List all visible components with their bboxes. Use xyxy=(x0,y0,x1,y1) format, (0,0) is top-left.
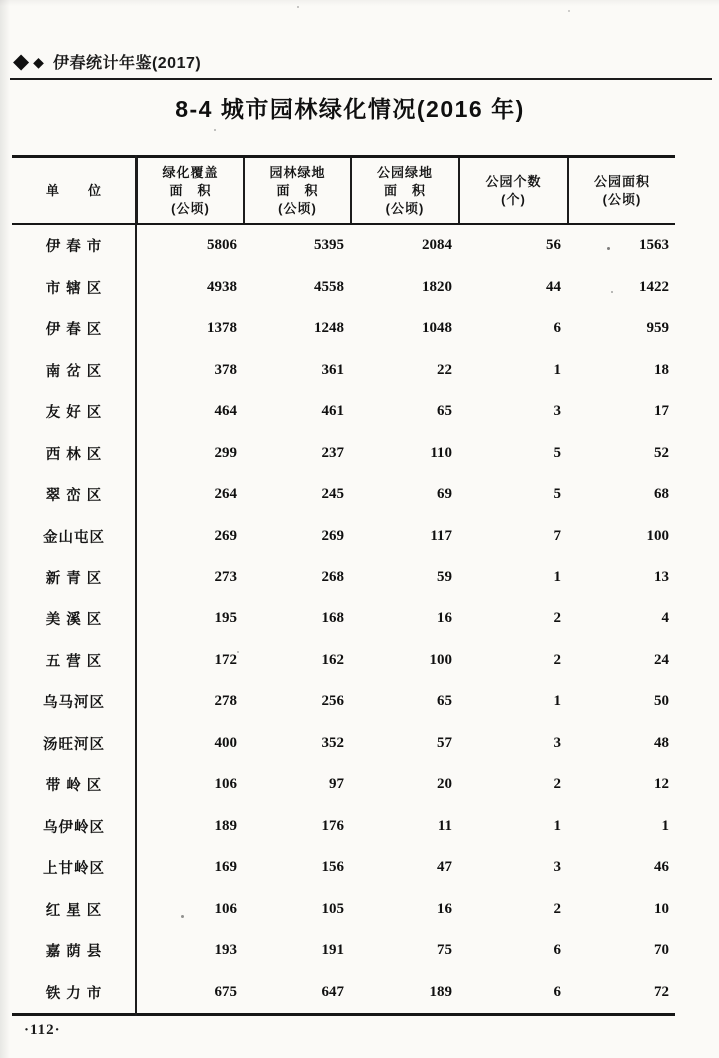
column-header-line: 面 积 xyxy=(383,182,426,198)
value-cell: 264 xyxy=(214,486,237,503)
unit-cell: 新 青 区 xyxy=(45,570,103,587)
scan-speck xyxy=(297,6,299,8)
scan-speck xyxy=(611,291,613,293)
value-cell: 1378 xyxy=(207,320,237,337)
unit-cell: 乌马河区 xyxy=(43,695,105,712)
unit-cell: 市 辖 区 xyxy=(45,280,103,297)
value-cell: 97 xyxy=(329,776,344,793)
unit-cell: 嘉 荫 县 xyxy=(45,944,103,961)
scan-speck xyxy=(214,129,216,131)
table-row xyxy=(12,971,675,1012)
scan-edge-shading xyxy=(0,0,10,1058)
unit-cell: 友 好 区 xyxy=(45,405,103,422)
column-header-unit xyxy=(12,158,136,223)
running-header xyxy=(13,50,201,73)
unit-cell: 伊 春 区 xyxy=(45,322,103,339)
value-cell: 1248 xyxy=(314,320,344,337)
value-cell: 172 xyxy=(214,651,237,668)
unit-cell: 美 溪 区 xyxy=(45,612,103,629)
unit-column-divider xyxy=(135,155,137,1016)
unit-cell: 南 岔 区 xyxy=(45,363,103,380)
value-cell: 24 xyxy=(654,651,669,668)
diamond-icon-small: ◆ xyxy=(33,53,44,70)
value-cell: 68 xyxy=(654,486,669,503)
table-row xyxy=(12,225,675,266)
scan-speck xyxy=(181,915,184,918)
value-cell: 1 xyxy=(553,568,561,585)
column-header-line: (公顷) xyxy=(602,191,642,207)
unit-cell: 铁 力 市 xyxy=(45,985,103,1002)
value-cell: 378 xyxy=(214,361,237,378)
value-cell: 278 xyxy=(214,693,237,710)
value-cell: 2 xyxy=(553,610,561,627)
value-cell: 46 xyxy=(654,859,669,876)
value-cell: 17 xyxy=(654,403,669,420)
value-cell: 273 xyxy=(214,568,237,585)
value-cell: 191 xyxy=(321,942,344,959)
value-cell: 1820 xyxy=(422,278,452,295)
value-cell: 65 xyxy=(437,693,452,710)
value-cell: 6 xyxy=(553,983,561,1000)
value-cell: 245 xyxy=(321,486,344,503)
unit-cell: 金山屯区 xyxy=(43,529,105,546)
table-row xyxy=(12,764,675,805)
value-cell: 1 xyxy=(661,817,669,834)
value-cell: 2 xyxy=(553,776,561,793)
value-cell: 6 xyxy=(553,942,561,959)
table-row xyxy=(12,640,675,681)
column-header-line: 单 位 xyxy=(45,182,102,198)
value-cell: 5 xyxy=(553,444,561,461)
table-row xyxy=(12,432,675,473)
value-cell: 5806 xyxy=(207,237,237,254)
value-cell: 2 xyxy=(553,900,561,917)
scan-edge-shading-top xyxy=(0,0,719,6)
value-cell: 959 xyxy=(646,320,669,337)
value-cell: 1 xyxy=(553,361,561,378)
value-cell: 1 xyxy=(553,693,561,710)
column-header-park-area xyxy=(567,158,675,223)
value-cell: 169 xyxy=(214,859,237,876)
table-row xyxy=(12,723,675,764)
value-cell: 361 xyxy=(321,361,344,378)
table-row xyxy=(12,847,675,888)
value-cell: 72 xyxy=(654,983,669,1000)
column-header-green-coverage xyxy=(136,158,243,223)
table-row xyxy=(12,681,675,722)
value-cell: 16 xyxy=(437,610,452,627)
value-cell: 2 xyxy=(553,651,561,668)
value-cell: 162 xyxy=(321,651,344,668)
table-row xyxy=(12,598,675,639)
value-cell: 106 xyxy=(214,900,237,917)
value-cell: 6 xyxy=(553,320,561,337)
value-cell: 4558 xyxy=(314,278,344,295)
page-title: 8-4 城市园林绿化情况(2016 年) xyxy=(175,96,525,122)
unit-cell: 伊 春 市 xyxy=(45,239,103,256)
page-number: ·112· xyxy=(24,1022,61,1038)
value-cell: 13 xyxy=(654,568,669,585)
table-body xyxy=(12,225,675,1016)
value-cell: 400 xyxy=(214,734,237,751)
value-cell: 1422 xyxy=(639,278,669,295)
greening-table xyxy=(12,155,675,1016)
value-cell: 56 xyxy=(546,237,561,254)
table-row xyxy=(12,308,675,349)
column-header-line: 公园个数 xyxy=(485,173,542,189)
table-row xyxy=(12,349,675,390)
scan-speck xyxy=(237,651,239,653)
value-cell: 3 xyxy=(553,403,561,420)
table-header-row xyxy=(12,155,675,225)
column-header-line: (公顷) xyxy=(278,200,317,216)
table-row xyxy=(12,391,675,432)
value-cell: 176 xyxy=(321,817,344,834)
table-row xyxy=(12,515,675,556)
value-cell: 189 xyxy=(214,817,237,834)
unit-cell: 红 星 区 xyxy=(45,902,103,919)
scan-speck xyxy=(607,247,610,250)
column-header-line: 公园绿地 xyxy=(376,164,433,180)
unit-cell: 汤旺河区 xyxy=(43,736,105,753)
table-row xyxy=(12,474,675,515)
running-header-text: 伊春统计年鉴(2017) xyxy=(52,55,202,72)
value-cell: 110 xyxy=(430,444,452,461)
value-cell: 57 xyxy=(437,734,452,751)
value-cell: 268 xyxy=(321,568,344,585)
value-cell: 269 xyxy=(321,527,344,544)
table-row xyxy=(12,930,675,971)
unit-cell: 五 营 区 xyxy=(45,653,103,670)
value-cell: 105 xyxy=(321,900,344,917)
value-cell: 16 xyxy=(437,900,452,917)
value-cell: 20 xyxy=(437,776,452,793)
value-cell: 1048 xyxy=(422,320,452,337)
value-cell: 2084 xyxy=(422,237,452,254)
column-header-line: 绿化覆盖 xyxy=(162,164,219,180)
value-cell: 70 xyxy=(654,942,669,959)
column-header-line: (公顷) xyxy=(385,200,425,216)
table-row xyxy=(12,266,675,307)
value-cell: 48 xyxy=(654,734,669,751)
column-header-garden-green xyxy=(243,158,350,223)
value-cell: 69 xyxy=(437,486,452,503)
value-cell: 675 xyxy=(214,983,237,1000)
value-cell: 3 xyxy=(553,859,561,876)
header-rule xyxy=(10,78,712,80)
value-cell: 1563 xyxy=(639,237,669,254)
column-header-line: (公顷) xyxy=(171,200,210,216)
value-cell: 237 xyxy=(321,444,344,461)
value-cell: 52 xyxy=(654,444,669,461)
table-row xyxy=(12,806,675,847)
value-cell: 5395 xyxy=(314,237,344,254)
value-cell: 4938 xyxy=(207,278,237,295)
value-cell: 5 xyxy=(553,486,561,503)
value-cell: 464 xyxy=(214,403,237,420)
diamond-icon: ◆ xyxy=(13,50,30,73)
value-cell: 7 xyxy=(553,527,561,544)
value-cell: 256 xyxy=(321,693,344,710)
value-cell: 4 xyxy=(661,610,669,627)
value-cell: 461 xyxy=(321,403,344,420)
value-cell: 352 xyxy=(321,734,344,751)
scan-speck xyxy=(568,10,570,12)
value-cell: 50 xyxy=(654,693,669,710)
value-cell: 47 xyxy=(437,859,452,876)
value-cell: 100 xyxy=(429,651,452,668)
value-cell: 117 xyxy=(430,527,452,544)
value-cell: 75 xyxy=(437,942,452,959)
value-cell: 156 xyxy=(321,859,344,876)
value-cell: 647 xyxy=(321,983,344,1000)
unit-cell: 西 林 区 xyxy=(45,446,103,463)
value-cell: 195 xyxy=(214,610,237,627)
column-header-park-count xyxy=(458,158,567,223)
column-header-line: (个) xyxy=(501,191,526,207)
unit-cell: 乌伊岭区 xyxy=(43,819,105,836)
value-cell: 106 xyxy=(214,776,237,793)
value-cell: 12 xyxy=(654,776,669,793)
value-cell: 1 xyxy=(553,817,561,834)
value-cell: 3 xyxy=(553,734,561,751)
table-row xyxy=(12,889,675,930)
unit-cell: 带 岭 区 xyxy=(45,778,103,795)
value-cell: 44 xyxy=(546,278,561,295)
column-header-line: 面 积 xyxy=(169,182,212,198)
value-cell: 100 xyxy=(646,527,669,544)
column-header-park-green xyxy=(350,158,458,223)
value-cell: 193 xyxy=(214,942,237,959)
value-cell: 10 xyxy=(654,900,669,917)
value-cell: 18 xyxy=(654,361,669,378)
value-cell: 168 xyxy=(321,610,344,627)
unit-cell: 翠 峦 区 xyxy=(45,488,103,505)
value-cell: 22 xyxy=(437,361,452,378)
table-row xyxy=(12,557,675,598)
column-header-line: 园林绿地 xyxy=(269,164,326,180)
value-cell: 65 xyxy=(437,403,452,420)
value-cell: 299 xyxy=(214,444,237,461)
unit-cell: 上甘岭区 xyxy=(43,861,105,878)
value-cell: 189 xyxy=(429,983,452,1000)
value-cell: 59 xyxy=(437,568,452,585)
column-header-line: 面 积 xyxy=(276,182,319,198)
value-cell: 11 xyxy=(437,817,452,834)
column-header-line: 公园面积 xyxy=(593,173,650,189)
value-cell: 269 xyxy=(214,527,237,544)
